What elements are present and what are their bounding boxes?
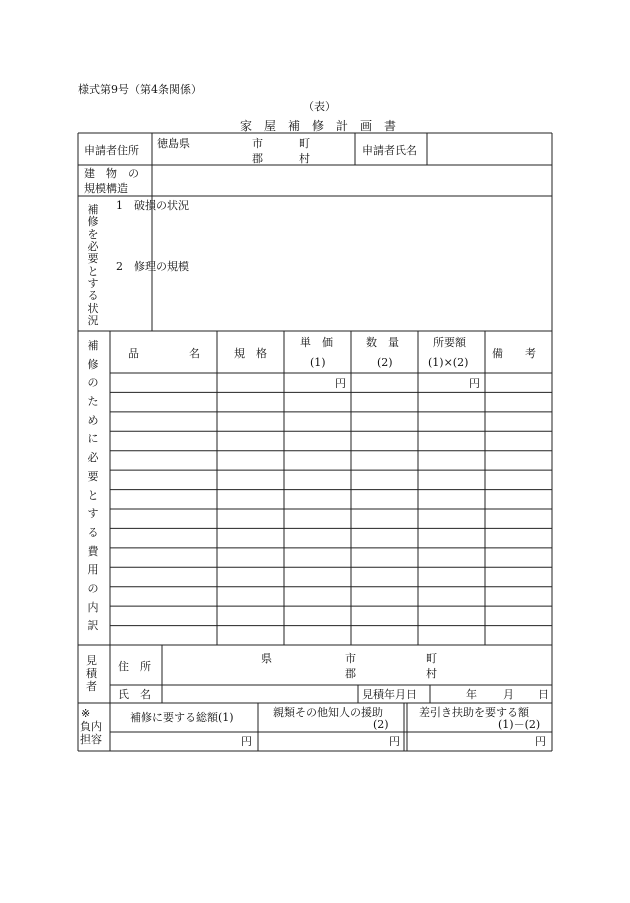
header-quantity-ref: (2) <box>377 356 393 369</box>
unit-price-yen: 円 <box>335 377 346 390</box>
condition-item-damage: 1 破損の状況 <box>116 199 189 212</box>
estimator-city: 市 <box>345 652 356 665</box>
header-amount-ref: (1)×(2) <box>428 356 469 369</box>
estimate-date-label: 見積年月日 <box>362 688 417 701</box>
applicant-prefecture: 徳島県 <box>157 137 190 150</box>
header-amount: 所要額 <box>433 336 466 349</box>
total-yen: 円 <box>241 735 252 748</box>
estimator-label-3: 者 <box>86 680 97 693</box>
estimate-year: 年 <box>466 688 477 701</box>
applicant-city: 市 <box>252 137 263 150</box>
difference-label: 差引き扶助を要する額 <box>419 706 529 719</box>
total-cost-label: 補修に要する総額(1) <box>130 711 234 724</box>
estimator-name-label: 氏 名 <box>118 688 151 701</box>
header-item-name-1: 品 <box>128 347 139 360</box>
header-quantity: 数 量 <box>366 336 399 349</box>
estimator-prefecture: 県 <box>261 652 272 665</box>
relatives-aid-label: 親類その他知人の援助 <box>273 706 383 719</box>
building-label-line1: 建 物 の <box>84 167 139 180</box>
header-item-name-2: 名 <box>189 347 200 360</box>
side-indicator: （表） <box>303 100 336 113</box>
header-unit-price: 単 価 <box>300 336 333 349</box>
condition-item-repair: 2 修理の規模 <box>116 260 189 273</box>
burden-label-line1: 負内 <box>80 720 102 733</box>
amount-yen: 円 <box>469 377 480 390</box>
estimator-county: 郡 <box>345 667 356 680</box>
estimator-label-2: 積 <box>86 667 97 680</box>
relatives-aid-ref: (2) <box>373 718 389 731</box>
estimate-day: 日 <box>538 688 549 701</box>
applicant-town: 町 <box>299 137 310 150</box>
applicant-village: 村 <box>299 152 310 165</box>
difference-ref: (1)－(2) <box>498 718 541 731</box>
header-unit-price-ref: (1) <box>310 356 326 369</box>
applicant-name-label: 申請者氏名 <box>362 144 417 157</box>
applicant-address-label: 申請者住所 <box>84 144 139 157</box>
applicant-county: 郡 <box>252 152 263 165</box>
note-mark: ※ <box>81 707 91 720</box>
estimate-month: 月 <box>503 688 514 701</box>
estimator-label-1: 見 <box>86 654 97 667</box>
document-title: 家 屋 補 修 計 画 書 <box>240 119 397 133</box>
estimator-town: 町 <box>426 652 437 665</box>
estimator-address-label: 住 所 <box>118 660 151 673</box>
building-label-line2: 規模構造 <box>84 182 128 195</box>
burden-label-line2: 担容 <box>80 733 102 746</box>
difference-yen: 円 <box>535 735 546 748</box>
estimator-village: 村 <box>426 667 437 680</box>
condition-label: 補修を必要とする状況 <box>87 203 99 327</box>
cost-side-label: 補修のために必要とする費用の内訳 <box>87 339 99 633</box>
form-number: 様式第9号（第4条関係） <box>78 83 202 96</box>
header-spec: 規 格 <box>234 347 267 360</box>
relatives-yen: 円 <box>389 735 400 748</box>
header-remarks: 備 考 <box>492 347 536 360</box>
